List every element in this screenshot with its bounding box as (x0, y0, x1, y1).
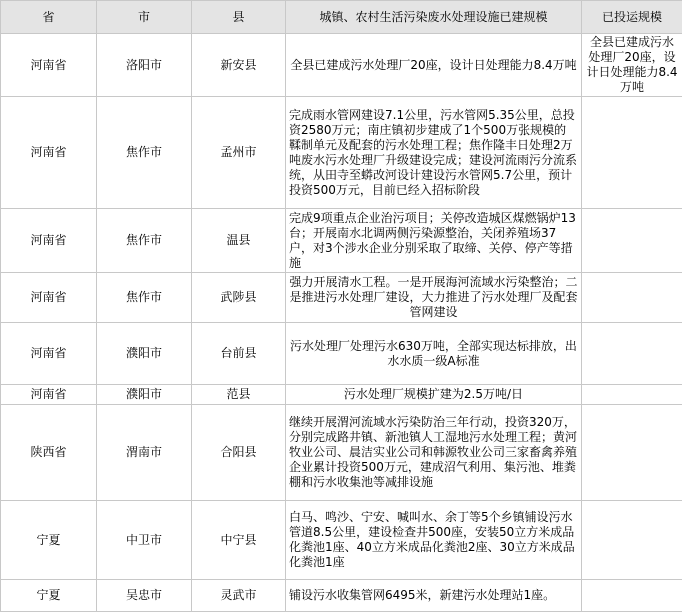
table-row (1, 209, 682, 273)
cell-built-scale: 铺设污水收集管网6495米，新建污水处理站1座。 (286, 580, 582, 612)
cell-province: 河南省 (1, 323, 97, 385)
cell-county: 新安县 (192, 34, 286, 97)
cell-city: 中卫市 (97, 501, 192, 580)
header-row (1, 1, 682, 34)
header-province: 省 (1, 1, 97, 34)
cell-county: 灵武市 (192, 580, 286, 612)
cell-city: 焦作市 (97, 273, 192, 323)
cell-city: 焦作市 (97, 97, 192, 209)
cell-operating-scale (582, 209, 682, 273)
cell-built-scale: 继续开展渭河流域水污染防治三年行动，投资320万，分别完成路井镇、新池镇人工湿地污水处理工程；黄河牧业公司、晨洁实业公司和韩源牧业公司三家畜禽养殖企业累计投资500万元，建成沼气利用、集污池、堆粪棚和污水收集池等减排设施 (286, 405, 582, 501)
cell-operating-scale (582, 323, 682, 385)
cell-built-scale: 全县已建成污水处理厂20座，设计日处理能力8.4万吨 (286, 34, 582, 97)
header-operating-scale: 已投运规模 (582, 1, 682, 34)
header-county: 县 (192, 1, 286, 34)
cell-built-scale: 污水处理厂处理污水630万吨，全部实现达标排放，出水水质一级A标准 (286, 323, 582, 385)
cell-city: 洛阳市 (97, 34, 192, 97)
cell-county: 合阳县 (192, 405, 286, 501)
cell-province: 河南省 (1, 34, 97, 97)
cell-province: 河南省 (1, 209, 97, 273)
cell-province: 河南省 (1, 97, 97, 209)
table-row (1, 323, 682, 385)
table-row (1, 405, 682, 501)
header-built-scale: 城镇、农村生活污染废水处理设施已建规模 (286, 1, 582, 34)
cell-city: 濮阳市 (97, 385, 192, 405)
cell-city: 濮阳市 (97, 323, 192, 385)
table-row (1, 273, 682, 323)
cell-county: 武陟县 (192, 273, 286, 323)
cell-province: 宁夏 (1, 501, 97, 580)
table-row (1, 385, 682, 405)
cell-province: 河南省 (1, 273, 97, 323)
cell-operating-scale (582, 580, 682, 612)
cell-city: 吴忠市 (97, 580, 192, 612)
cell-built-scale: 强力开展清水工程。一是开展海河流域水污染整治；二是推进污水处理厂建设，大力推进了污水处理厂及配套管网建设 (286, 273, 582, 323)
cell-operating-scale: 全县已建成污水处理厂20座，设计日处理能力8.4万吨 (582, 34, 682, 97)
cell-built-scale: 完成雨水管网建设7.1公里，污水管网5.35公里，总投资2580万元；南庄镇初步建成了1个500万张规模的鞣制单元及配套的污水处理工程；焦作隆丰日处理2万吨废水污水处理厂升级建设完成；建设河流雨污分流系统，从田寺至蟒改河设计建设污水管网5.7公里，预计投资500万元，目前已经入招标阶段 (286, 97, 582, 209)
cell-province: 陕西省 (1, 405, 97, 501)
table-row (1, 501, 682, 580)
cell-county: 范县 (192, 385, 286, 405)
cell-county: 台前县 (192, 323, 286, 385)
cell-city: 焦作市 (97, 209, 192, 273)
cell-operating-scale (582, 405, 682, 501)
cell-county: 中宁县 (192, 501, 286, 580)
header-city: 市 (97, 1, 192, 34)
cell-built-scale: 白马、鸣沙、宁安、喊叫水、余丁等5个乡镇铺设污水管道8.5公里，建设检查井500座，安装50立方米成品化粪池1座、40立方米成品化粪池2座、30立方米成品化粪池1座 (286, 501, 582, 580)
cell-county: 孟州市 (192, 97, 286, 209)
cell-operating-scale (582, 97, 682, 209)
cell-province: 河南省 (1, 385, 97, 405)
table-row (1, 580, 682, 612)
cell-built-scale: 污水处理厂规模扩建为2.5万吨/日 (286, 385, 582, 405)
cell-built-scale: 完成9项重点企业治污项目；关停改造城区煤燃锅炉13台；开展南水北调两侧污染源整治，关闭养殖场37户，对3个涉水企业分别采取了取缔、关停、停产等措施 (286, 209, 582, 273)
cell-county: 温县 (192, 209, 286, 273)
cell-province: 宁夏 (1, 580, 97, 612)
table-row (1, 97, 682, 209)
table-row (1, 34, 682, 97)
cell-operating-scale (582, 273, 682, 323)
cell-operating-scale (582, 501, 682, 580)
cell-operating-scale (582, 385, 682, 405)
cell-city: 渭南市 (97, 405, 192, 501)
